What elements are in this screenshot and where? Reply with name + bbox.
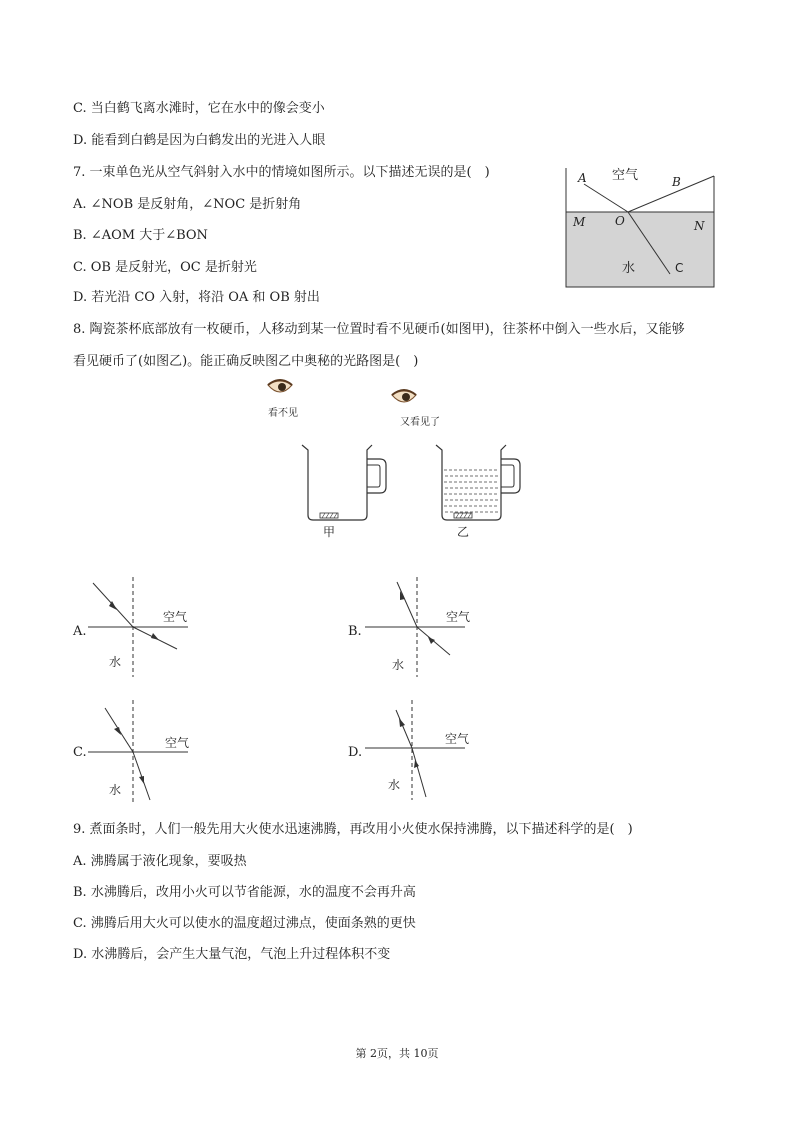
label-water: 水: [109, 655, 122, 669]
label-b: B: [672, 175, 681, 189]
label-n: N: [694, 219, 705, 233]
q7-option-b: B. ∠AOM 大于∠BON: [73, 228, 208, 243]
label-air: 空气: [612, 168, 639, 183]
water-fill: [444, 470, 499, 512]
q8-option-b-diagram: [362, 577, 477, 677]
q7-option-c: C. OB 是反射光，OC 是折射光: [73, 260, 257, 275]
q6-option-c: C. 当白鹤飞离水滩时，它在水中的像会变小: [73, 101, 325, 116]
ray-ob: [628, 176, 714, 212]
q7-option-d: D. 若光沿 CO 入射，将沿 OA 和 OB 射出: [73, 290, 320, 305]
q7-refraction-figure: [560, 162, 720, 292]
q6-option-d: D. 能看到白鹤是因为白鹤发出的光进入人眼: [73, 133, 326, 148]
arrow-icon: [400, 591, 405, 600]
label-water: 水: [622, 261, 636, 276]
arrow-icon: [151, 633, 159, 640]
q9-stem: 9. 煮面条时，人们一般先用大火使水迅速沸腾，再改用小火使水保持沸腾，以下描述科学的是( ): [73, 822, 633, 837]
q8-option-c-diagram: [85, 700, 200, 805]
q9-option-c: C. 沸腾后用大火可以使水的温度超过沸点，使面条熟的更快: [73, 916, 416, 931]
arrow-icon: [114, 727, 121, 735]
label-a: A: [578, 171, 587, 185]
cup-jia: [302, 445, 386, 520]
caption-not-visible: 看不见: [268, 408, 298, 419]
label-c: C: [675, 261, 684, 275]
label-air: 空气: [446, 610, 471, 624]
label-yi: 乙: [457, 525, 470, 539]
q8-option-b-label: B.: [348, 624, 362, 639]
q8-option-c-label: C.: [73, 745, 87, 760]
arrow-icon: [399, 718, 405, 727]
water-region: [566, 212, 714, 287]
q8-stem-line-2: 看见硬币了(如图乙)。能正确反映图乙中奥秘的光路图是( ): [73, 354, 419, 369]
q8-option-d-diagram: [362, 700, 477, 805]
q9-option-d: D. 水沸腾后，会产生大量气泡，气泡上升过程体积不变: [73, 947, 391, 962]
label-air: 空气: [163, 610, 188, 624]
q9-option-a: A. 沸腾属于液化现象，要吸热: [73, 854, 247, 869]
q8-cups-figure: [260, 375, 530, 545]
label-o: O: [615, 214, 625, 228]
q8-option-a-diagram: [85, 577, 200, 677]
label-air: 空气: [445, 732, 470, 746]
q8-stem-line-1: 8. 陶瓷茶杯底部放有一枚硬币，人移动到某一位置时看不见硬币(如图甲)，往茶杯中倒入一些水后，又能够: [73, 322, 685, 337]
label-water: 水: [392, 658, 405, 672]
arrow-icon: [414, 760, 419, 768]
page-number: 第 2页，共 10页: [355, 1047, 439, 1060]
label-water: 水: [388, 778, 401, 792]
arrow-icon: [139, 776, 144, 784]
q7-option-a: A. ∠NOB 是反射角，∠NOC 是折射角: [73, 197, 302, 212]
q8-option-a-label: A.: [73, 624, 87, 639]
caption-visible-again: 又看见了: [400, 417, 440, 428]
eye-icon: [392, 390, 416, 402]
cup-yi: [436, 445, 520, 520]
arrow-icon: [428, 637, 435, 644]
eye-icon: [268, 380, 292, 392]
label-air: 空气: [165, 736, 190, 750]
label-m: M: [573, 215, 586, 229]
label-jia: 甲: [323, 525, 336, 539]
q7-stem: 7. 一束单色光从空气斜射入水中的情境如图所示。以下描述无误的是( ): [73, 165, 490, 180]
q9-option-b: B. 水沸腾后，改用小火可以节省能源，水的温度不会再升高: [73, 885, 416, 900]
label-water: 水: [109, 783, 122, 797]
ray-ao: [584, 184, 628, 212]
q8-option-d-label: D.: [348, 745, 363, 760]
